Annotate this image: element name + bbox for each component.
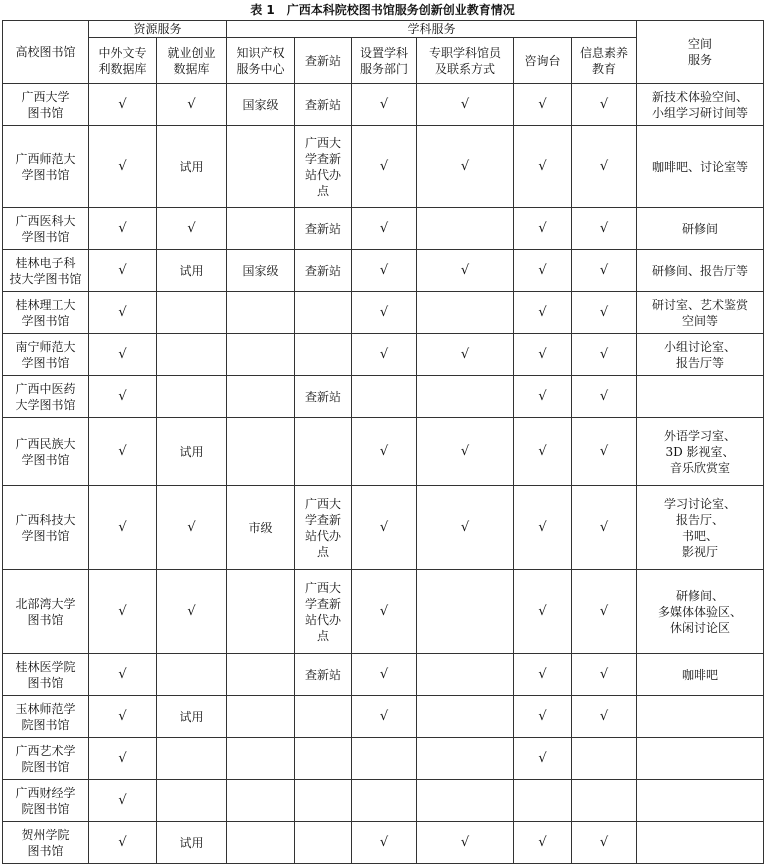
table-row — [3, 418, 764, 486]
table-row — [3, 126, 764, 208]
table-cell — [417, 780, 514, 822]
library-name: 广西民族大 学图书馆 — [3, 418, 89, 486]
library-name: 南宁师范大 学图书馆 — [3, 334, 89, 376]
check-mark: √ — [572, 696, 637, 738]
table-cell — [157, 780, 227, 822]
library-name: 广西财经学 院图书馆 — [3, 780, 89, 822]
table-cell — [227, 570, 295, 654]
check-mark: √ — [417, 334, 514, 376]
check-mark: √ — [572, 376, 637, 418]
table-row — [3, 822, 764, 864]
check-mark: √ — [572, 822, 637, 864]
table-cell — [227, 334, 295, 376]
table-cell — [157, 334, 227, 376]
check-mark: √ — [514, 654, 572, 696]
space-service: 研修间 — [637, 208, 764, 250]
table-cell — [295, 418, 352, 486]
table-row — [3, 208, 764, 250]
table-cell — [417, 738, 514, 780]
check-mark: √ — [89, 654, 157, 696]
table-cell — [227, 126, 295, 208]
space-service: 咖啡吧 — [637, 654, 764, 696]
check-mark: √ — [89, 696, 157, 738]
table-cell — [157, 654, 227, 696]
table-cell: 试用 — [157, 418, 227, 486]
check-mark: √ — [89, 780, 157, 822]
table-cell — [417, 292, 514, 334]
space-service — [637, 738, 764, 780]
check-mark: √ — [352, 208, 417, 250]
check-mark: √ — [89, 84, 157, 126]
check-mark: √ — [572, 654, 637, 696]
check-mark: √ — [352, 418, 417, 486]
table-cell — [227, 822, 295, 864]
space-service: 小组讨论室、 报告厅等 — [637, 334, 764, 376]
table-row — [3, 84, 764, 126]
library-name: 广西中医药 大学图书馆 — [3, 376, 89, 418]
header-group-subject: 学科服务 — [227, 21, 637, 38]
library-name: 广西科技大 学图书馆 — [3, 486, 89, 570]
header-library: 高校图书馆 — [3, 21, 89, 84]
space-service: 研修间、 多媒体体验区、 休闲讨论区 — [637, 570, 764, 654]
check-mark: √ — [89, 208, 157, 250]
space-service: 咖啡吧、讨论室等 — [637, 126, 764, 208]
check-mark: √ — [89, 822, 157, 864]
table-cell — [417, 208, 514, 250]
check-mark: √ — [572, 126, 637, 208]
table-cell: 查新站 — [295, 84, 352, 126]
table-cell — [227, 738, 295, 780]
table-cell — [417, 654, 514, 696]
table-cell — [417, 570, 514, 654]
table-cell — [514, 780, 572, 822]
header-col: 就业创业 数据库 — [157, 38, 227, 84]
header-col: 查新站 — [295, 38, 352, 84]
check-mark: √ — [572, 334, 637, 376]
check-mark: √ — [572, 250, 637, 292]
check-mark: √ — [352, 696, 417, 738]
table-row — [3, 376, 764, 418]
header-col: 专职学科馆员 及联系方式 — [417, 38, 514, 84]
table-cell: 试用 — [157, 250, 227, 292]
table-cell — [157, 292, 227, 334]
check-mark: √ — [352, 334, 417, 376]
check-mark: √ — [514, 334, 572, 376]
check-mark: √ — [352, 126, 417, 208]
space-service — [637, 376, 764, 418]
check-mark: √ — [572, 208, 637, 250]
check-mark: √ — [514, 376, 572, 418]
table-cell — [227, 696, 295, 738]
table-cell — [417, 696, 514, 738]
library-name: 广西艺术学 院图书馆 — [3, 738, 89, 780]
table-cell: 广西大 学查新 站代办 点 — [295, 570, 352, 654]
table-cell: 广西大 学查新 站代办 点 — [295, 126, 352, 208]
table-cell — [227, 418, 295, 486]
space-service: 研修间、报告厅等 — [637, 250, 764, 292]
table-cell — [295, 738, 352, 780]
header-col: 设置学科 服务部门 — [352, 38, 417, 84]
table-cell — [227, 376, 295, 418]
check-mark: √ — [89, 738, 157, 780]
library-services-table — [2, 20, 764, 864]
check-mark: √ — [514, 570, 572, 654]
check-mark: √ — [572, 418, 637, 486]
table-cell — [227, 654, 295, 696]
check-mark: √ — [157, 208, 227, 250]
table-row — [3, 738, 764, 780]
library-name: 贺州学院 图书馆 — [3, 822, 89, 864]
library-name: 广西大学 图书馆 — [3, 84, 89, 126]
table-cell — [352, 738, 417, 780]
header-space: 空间 服务 — [637, 21, 764, 84]
check-mark: √ — [89, 570, 157, 654]
check-mark: √ — [417, 84, 514, 126]
table-row — [3, 292, 764, 334]
table-cell — [417, 376, 514, 418]
check-mark: √ — [352, 292, 417, 334]
check-mark: √ — [89, 126, 157, 208]
table-cell: 试用 — [157, 696, 227, 738]
library-name: 桂林电子科 技大学图书馆 — [3, 250, 89, 292]
check-mark: √ — [572, 84, 637, 126]
space-service — [637, 780, 764, 822]
table-cell — [352, 376, 417, 418]
table-row — [3, 696, 764, 738]
table-cell — [295, 696, 352, 738]
check-mark: √ — [89, 418, 157, 486]
library-name: 桂林医学院 图书馆 — [3, 654, 89, 696]
table-caption: 表 1 广西本科院校图书馆服务创新创业教育情况 — [250, 3, 515, 17]
space-service — [637, 822, 764, 864]
check-mark: √ — [157, 570, 227, 654]
check-mark: √ — [352, 822, 417, 864]
table-cell: 广西大 学查新 站代办 点 — [295, 486, 352, 570]
table-cell: 国家级 — [227, 84, 295, 126]
library-name: 广西医科大 学图书馆 — [3, 208, 89, 250]
table-cell: 试用 — [157, 126, 227, 208]
check-mark: √ — [157, 84, 227, 126]
table-cell: 市级 — [227, 486, 295, 570]
check-mark: √ — [89, 334, 157, 376]
check-mark: √ — [352, 654, 417, 696]
check-mark: √ — [514, 250, 572, 292]
check-mark: √ — [89, 486, 157, 570]
table-cell: 查新站 — [295, 654, 352, 696]
table-cell — [295, 334, 352, 376]
table-cell — [572, 738, 637, 780]
check-mark: √ — [572, 486, 637, 570]
header-col: 咨询台 — [514, 38, 572, 84]
check-mark: √ — [572, 292, 637, 334]
table-cell — [157, 376, 227, 418]
table-row — [3, 250, 764, 292]
check-mark: √ — [352, 486, 417, 570]
check-mark: √ — [514, 486, 572, 570]
check-mark: √ — [352, 570, 417, 654]
check-mark: √ — [514, 418, 572, 486]
header-col: 中外文专 利数据库 — [89, 38, 157, 84]
library-name: 玉林师范学 院图书馆 — [3, 696, 89, 738]
table-cell: 试用 — [157, 822, 227, 864]
check-mark: √ — [352, 84, 417, 126]
table-cell — [227, 780, 295, 822]
check-mark: √ — [417, 418, 514, 486]
check-mark: √ — [352, 250, 417, 292]
library-name: 桂林理工大 学图书馆 — [3, 292, 89, 334]
header-col: 信息素养 教育 — [572, 38, 637, 84]
check-mark: √ — [514, 126, 572, 208]
check-mark: √ — [417, 822, 514, 864]
check-mark: √ — [514, 292, 572, 334]
space-service: 新技术体验空间、 小组学习研讨间等 — [637, 84, 764, 126]
header-col: 知识产权 服务中心 — [227, 38, 295, 84]
table-cell — [295, 780, 352, 822]
table-cell: 查新站 — [295, 208, 352, 250]
check-mark: √ — [89, 250, 157, 292]
check-mark: √ — [89, 292, 157, 334]
table-row — [3, 780, 764, 822]
space-service: 外语学习室、 3D 影视室、 音乐欣赏室 — [637, 418, 764, 486]
space-service: 学习讨论室、 报告厅、 书吧、 影视厅 — [637, 486, 764, 570]
check-mark: √ — [417, 126, 514, 208]
table-cell — [295, 822, 352, 864]
check-mark: √ — [417, 486, 514, 570]
check-mark: √ — [89, 376, 157, 418]
check-mark: √ — [417, 250, 514, 292]
table-cell: 查新站 — [295, 250, 352, 292]
table-row — [3, 334, 764, 376]
check-mark: √ — [514, 208, 572, 250]
check-mark: √ — [514, 822, 572, 864]
table-cell — [227, 292, 295, 334]
library-name: 广西师范大 学图书馆 — [3, 126, 89, 208]
table-cell — [352, 780, 417, 822]
table-row — [3, 486, 764, 570]
header-group-resource: 资源服务 — [89, 21, 227, 38]
table-body — [3, 84, 764, 864]
table-cell — [157, 738, 227, 780]
table-cell — [227, 208, 295, 250]
table-cell — [295, 292, 352, 334]
check-mark: √ — [514, 738, 572, 780]
table-cell: 查新站 — [295, 376, 352, 418]
table-row — [3, 654, 764, 696]
library-name: 北部湾大学 图书馆 — [3, 570, 89, 654]
table-cell: 国家级 — [227, 250, 295, 292]
space-service — [637, 696, 764, 738]
table-row — [3, 570, 764, 654]
check-mark: √ — [572, 570, 637, 654]
check-mark: √ — [514, 84, 572, 126]
check-mark: √ — [157, 486, 227, 570]
space-service: 研讨室、艺术鉴赏 空间等 — [637, 292, 764, 334]
check-mark: √ — [514, 696, 572, 738]
table-cell — [572, 780, 637, 822]
